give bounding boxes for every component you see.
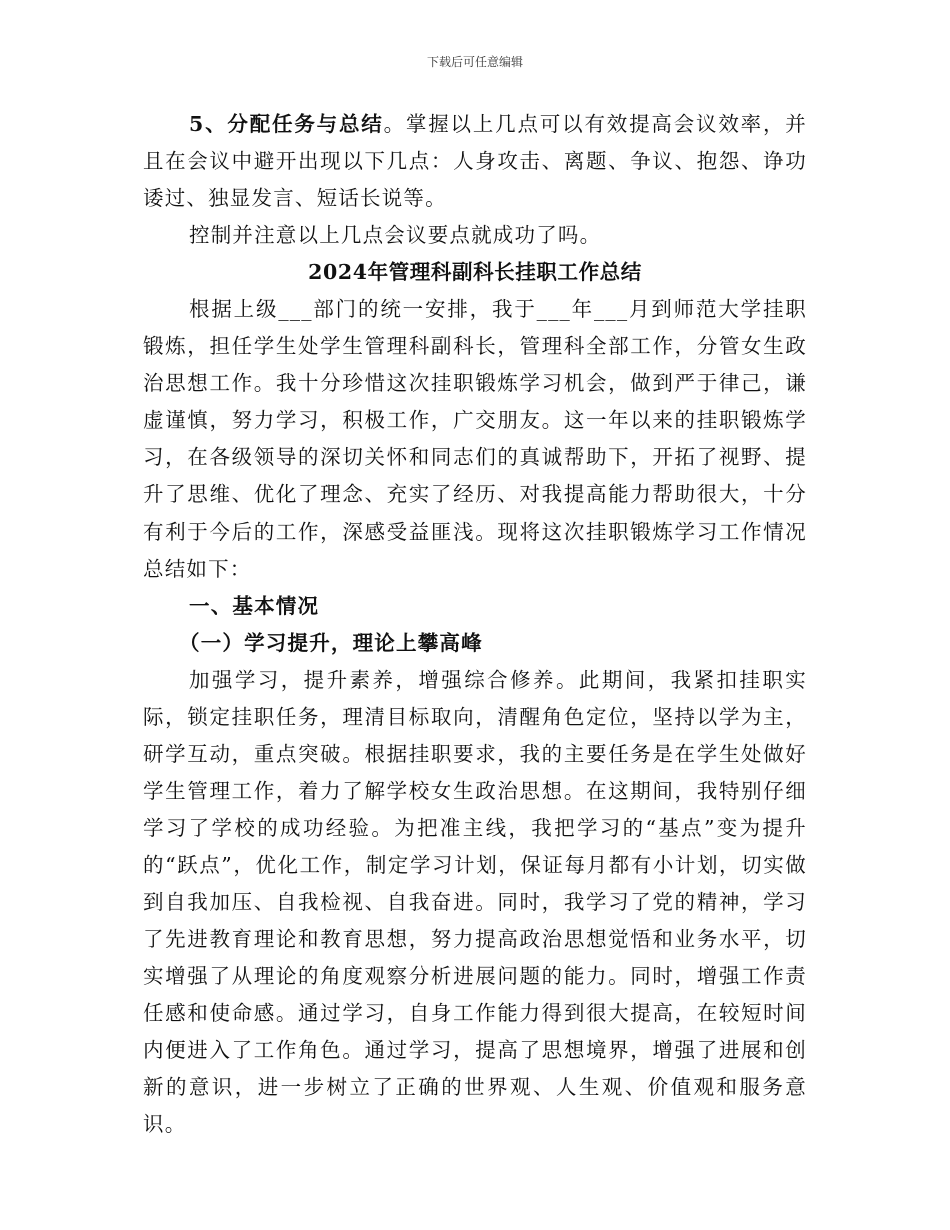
paragraph-text: 。掌握以上几点可以有效提高会议效率，并且在会议中避开出现以下几点：人身攻击、离题、争议、抱怨、诤功诿过、独显发言、短话长说等。: [143, 112, 807, 211]
paragraph-task-summary: [143, 106, 807, 217]
paragraph-intro: 根据上级___部门的统一安排，我于___年___月到师范大学挂职锻炼，担任学生处学生管理科副科长，管理科全部工作，分管女生政治思想工作。我十分珍惜这次挂职锻炼学习机会，做到严于律己，谦虚谨慎，努力学习，积极工作，广交朋友。这一年以来的挂职锻炼学习，在各级领导的深切关怀和同志们的真诚帮助下，开拓了视野、提升了思维、优化了理念、充实了经历、对我提高能力帮助很大，十分有利于今后的工作，深感受益匪浅。现将这次挂职锻炼学习工作情况总结如下：: [143, 297, 807, 581]
document-body: [143, 106, 807, 1143]
paragraph-lead: 5、分配任务与总结: [189, 112, 384, 136]
section-heading: 一、基本情况: [189, 593, 320, 618]
document-title: 2024年管理科副科长挂职工作总结: [308, 260, 642, 285]
header-note: 下载后可任意编辑: [426, 55, 523, 69]
paragraph-study: 加强学习，提升素养，增强综合修养。此期间，我紧扣挂职实际，锁定挂职任务，理清目标取向，清醒角色定位，坚持以学为主，研学互动，重点突破。根据挂职要求，我的主要任务是在学生处做好学生管理工作，着力了解学校女生政治思想。在这期间，我特别仔细学习了学校的成功经验。为把准主线，我把学习的“基点”变为提升的“跃点”，优化工作，制定学习计划，保证每月都有小计划，切实做到自我加压、自我检视、自我奋进。同时，我学习了党的精神，学习了先进教育理论和教育思想，努力提高政治思想觉悟和业务水平，切实增强了从理论的角度观察分析进展问题的能力。同时，增强工作责任感和使命感。通过学习，自身工作能力得到很大提高，在较短时间内便进入了工作角色。通过学习，提高了思想境界，增强了进展和创新的意识，进一步树立了正确的世界观、人生观、价值观和服务意识。: [143, 667, 807, 1137]
paragraph-meeting-points: 控制并注意以上几点会议要点就成功了吗。: [189, 223, 602, 248]
subsection-heading: （一）学习提升，理论上攀高峰: [179, 630, 483, 655]
